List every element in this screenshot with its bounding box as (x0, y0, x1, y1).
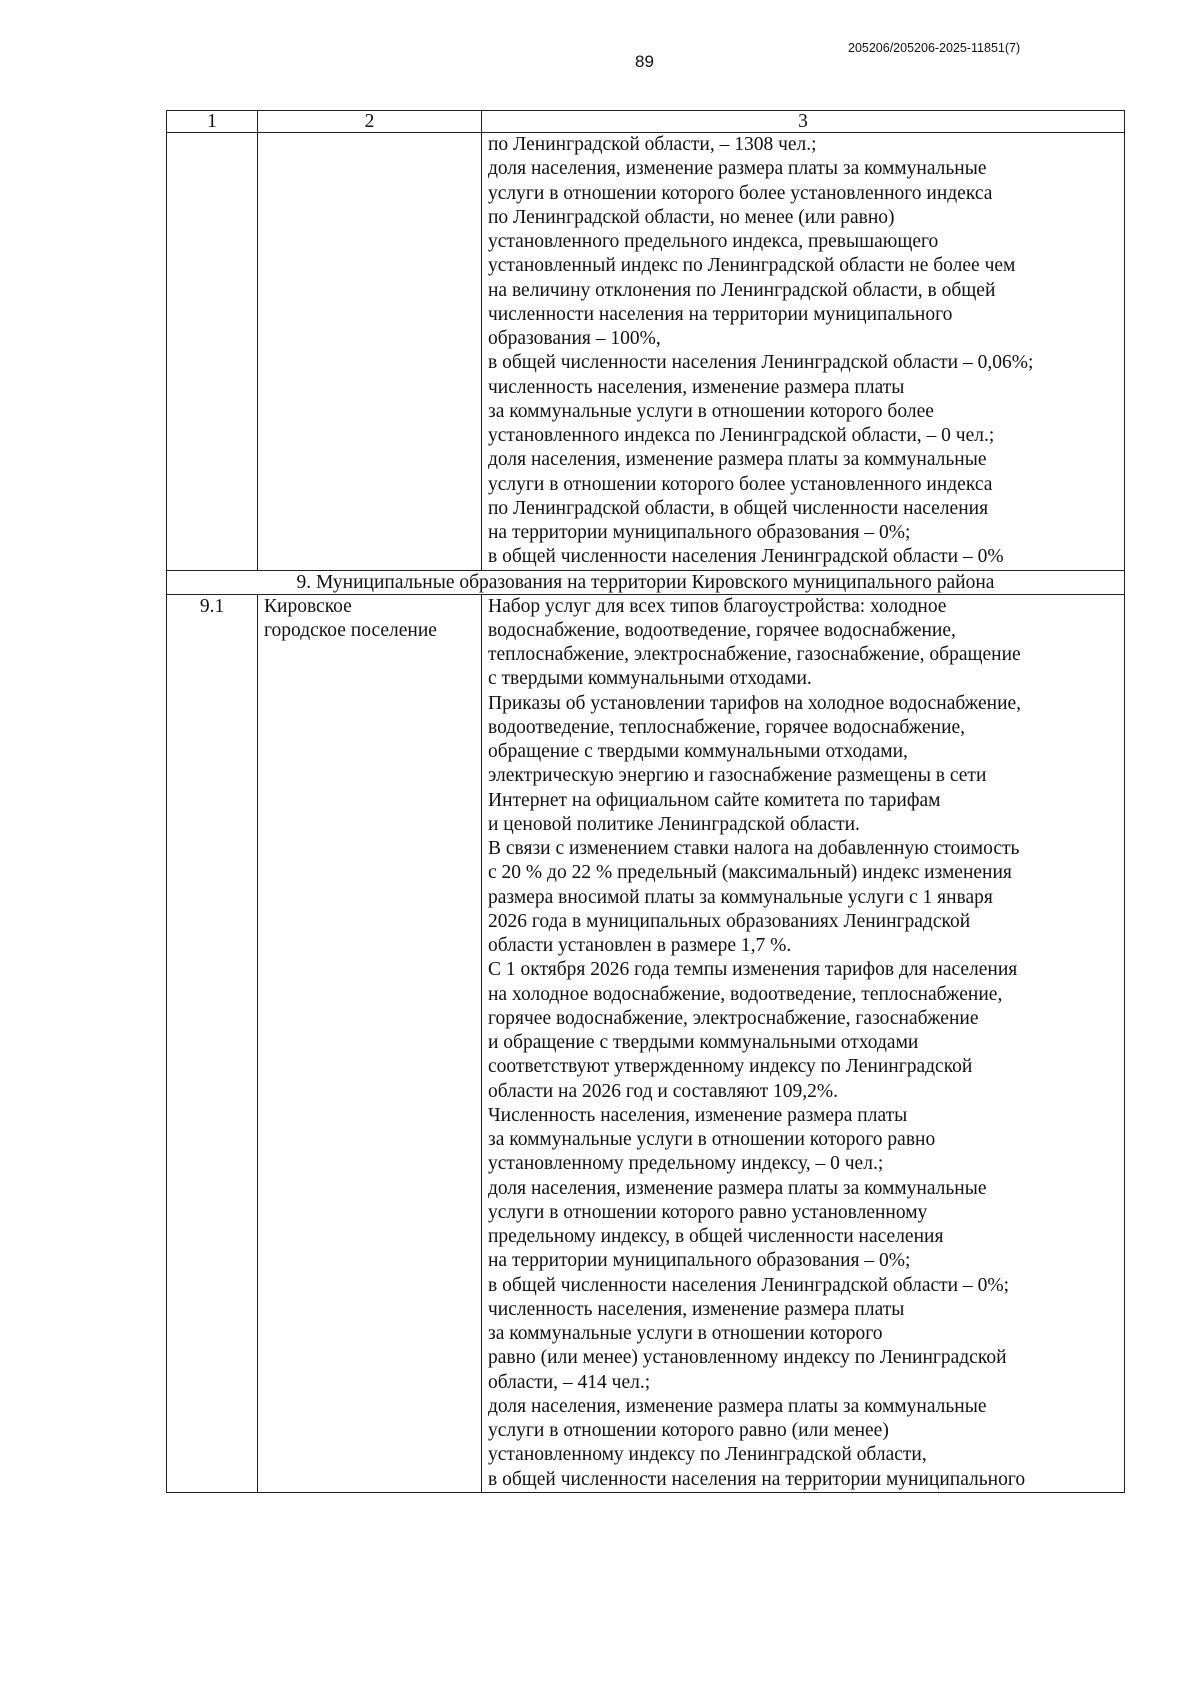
text-line: численность населения, изменение размера платы (488, 1298, 905, 1320)
text-line: в общей численности населения Ленинградской области – 0%; (488, 1274, 1010, 1296)
text-line: на территории муниципального образования – 0%; (488, 522, 911, 543)
text-line: Численность населения, изменение размера платы (488, 1104, 908, 1126)
text-line: установленного предельного индекса, превышающего (488, 231, 939, 252)
text-line: доля населения, изменение размера платы за коммунальные (488, 449, 987, 471)
text-line: 2026 года в муниципальных образованиях Ленинградской (488, 910, 971, 932)
text-line: с 20 % до 22 % предельный (максимальный) индекс изменения (488, 862, 1012, 884)
tariff-table (166, 110, 1125, 1493)
text-line: на величину отклонения по Ленинградской области, в общей (488, 279, 996, 301)
municipality-cell (258, 594, 482, 1492)
text-line: услуги в отношении которого более установленного индекса (488, 473, 993, 495)
text-line: доля населения, изменение размера платы за коммунальные (488, 1177, 987, 1199)
text-line: за коммунальные услуги в отношении которого более (488, 400, 934, 422)
header-col-2: 2 (258, 111, 482, 133)
text-line: водоотведение, теплоснабжение, горячее водоснабжение, (488, 716, 966, 738)
text-line: на территории муниципального образования – 0%; (488, 1250, 911, 1272)
text-line: доля населения, изменение размера платы за коммунальные (488, 158, 987, 180)
text-line: водоснабжение, водоотведение, горячее водоснабжение, (488, 619, 956, 641)
cont-text-cell (482, 133, 1125, 571)
text-line: соответствуют утвержденному индексу по Ленинградской (488, 1056, 973, 1078)
text-line: предельному индексу, в общей численности населения (488, 1226, 944, 1247)
text-line: установленного индекса по Ленинградской области, – 0 чел.; (488, 425, 995, 446)
text-line: электрическую энергию и газоснабжение размещены в сети (488, 765, 987, 787)
text-line: области установлен в размере 1,7 %. (488, 935, 792, 956)
municipality-name-line-1: Кировское (264, 595, 352, 617)
text-line: за коммунальные услуги в отношении которого равно (488, 1129, 936, 1150)
text-line: установленному индексу по Ленинградской области, (488, 1444, 927, 1466)
text-line: Набор услуг для всех типов благоустройства: холодное (488, 595, 947, 617)
description-cell (482, 594, 1125, 1492)
text-line: численность населения, изменение размера платы (488, 376, 905, 398)
text-line: В связи с изменением ставки налога на добавленную стоимость (488, 838, 1020, 859)
text-line: теплоснабжение, электроснабжение, газоснабжение, обращение (488, 644, 1021, 665)
text-line: в общей численности населения на территории муниципального (488, 1468, 1026, 1490)
cont-text-lines (488, 133, 1118, 570)
text-line: в общей численности населения Ленинградской области – 0,06%; (488, 352, 1034, 374)
text-line: на холодное водоснабжение, водоотведение, теплоснабжение, (488, 983, 1003, 1005)
text-line: равно (или менее) установленному индексу по Ленинградской (488, 1347, 1007, 1369)
text-line: численности населения на территории муниципального (488, 303, 953, 325)
text-line: с твердыми коммунальными отходами. (488, 668, 812, 690)
page-number: 89 (635, 52, 654, 71)
table-header-row (167, 111, 1125, 133)
text-line: и обращение с твердыми коммунальными отходами (488, 1032, 919, 1053)
text-line: доля населения, изменение размера платы за коммунальные (488, 1395, 987, 1417)
text-line: и ценовой политике Ленинградской области. (488, 813, 860, 835)
row-number: 9.1 (167, 594, 258, 1492)
table-section-row (167, 570, 1125, 594)
text-line: по Ленинградской области, но менее (или равно) (488, 206, 895, 228)
municipality-name-line-2: городское поселение (264, 619, 437, 641)
text-line: обращение с твердыми коммунальными отходами, (488, 741, 908, 762)
text-line: Приказы об установлении тарифов на холодное водоснабжение, (488, 692, 1022, 714)
header-col-3: 3 (482, 111, 1125, 133)
section-title: 9. Муниципальные образования на территории Кировского муниципального района (167, 570, 1125, 594)
text-line: С 1 октября 2026 года темпы изменения тарифов для населения (488, 959, 1018, 981)
text-line: по Ленинградской области, – 1308 чел.; (488, 134, 817, 155)
header-col-1: 1 (167, 111, 258, 133)
cont-municipality-cell (258, 133, 482, 571)
text-line: Интернет на официальном сайте комитета по тарифам (488, 789, 941, 811)
text-line: области на 2026 год и составляют 109,2%. (488, 1080, 839, 1102)
text-line: услуги в отношении которого более установленного индекса (488, 182, 993, 204)
text-line: горячее водоснабжение, электроснабжение, газоснабжение (488, 1007, 979, 1029)
text-line: в общей численности населения Ленинградской области – 0% (488, 546, 1004, 568)
description-text-lines (488, 595, 1118, 1492)
table-row-continuation (167, 133, 1125, 571)
table-row-9-1 (167, 594, 1125, 1492)
text-line: установленный индекс по Ленинградской области не более чем (488, 255, 1016, 277)
cont-num-cell (167, 133, 258, 571)
text-line: за коммунальные услуги в отношении которого (488, 1323, 883, 1344)
text-line: услуги в отношении которого равно установленному (488, 1201, 928, 1223)
text-line: услуги в отношении которого равно (или менее) (488, 1420, 889, 1441)
text-line: области, – 414 чел.; (488, 1371, 651, 1393)
text-line: установленному предельному индексу, – 0 чел.; (488, 1153, 884, 1175)
text-line: по Ленинградской области, в общей численности населения (488, 497, 989, 519)
text-line: образования – 100%, (488, 328, 661, 349)
text-line: размера вносимой платы за коммунальные услуги с 1 января (488, 886, 993, 908)
document-id: 205206/205206-2025-11851(7) (848, 41, 1021, 55)
